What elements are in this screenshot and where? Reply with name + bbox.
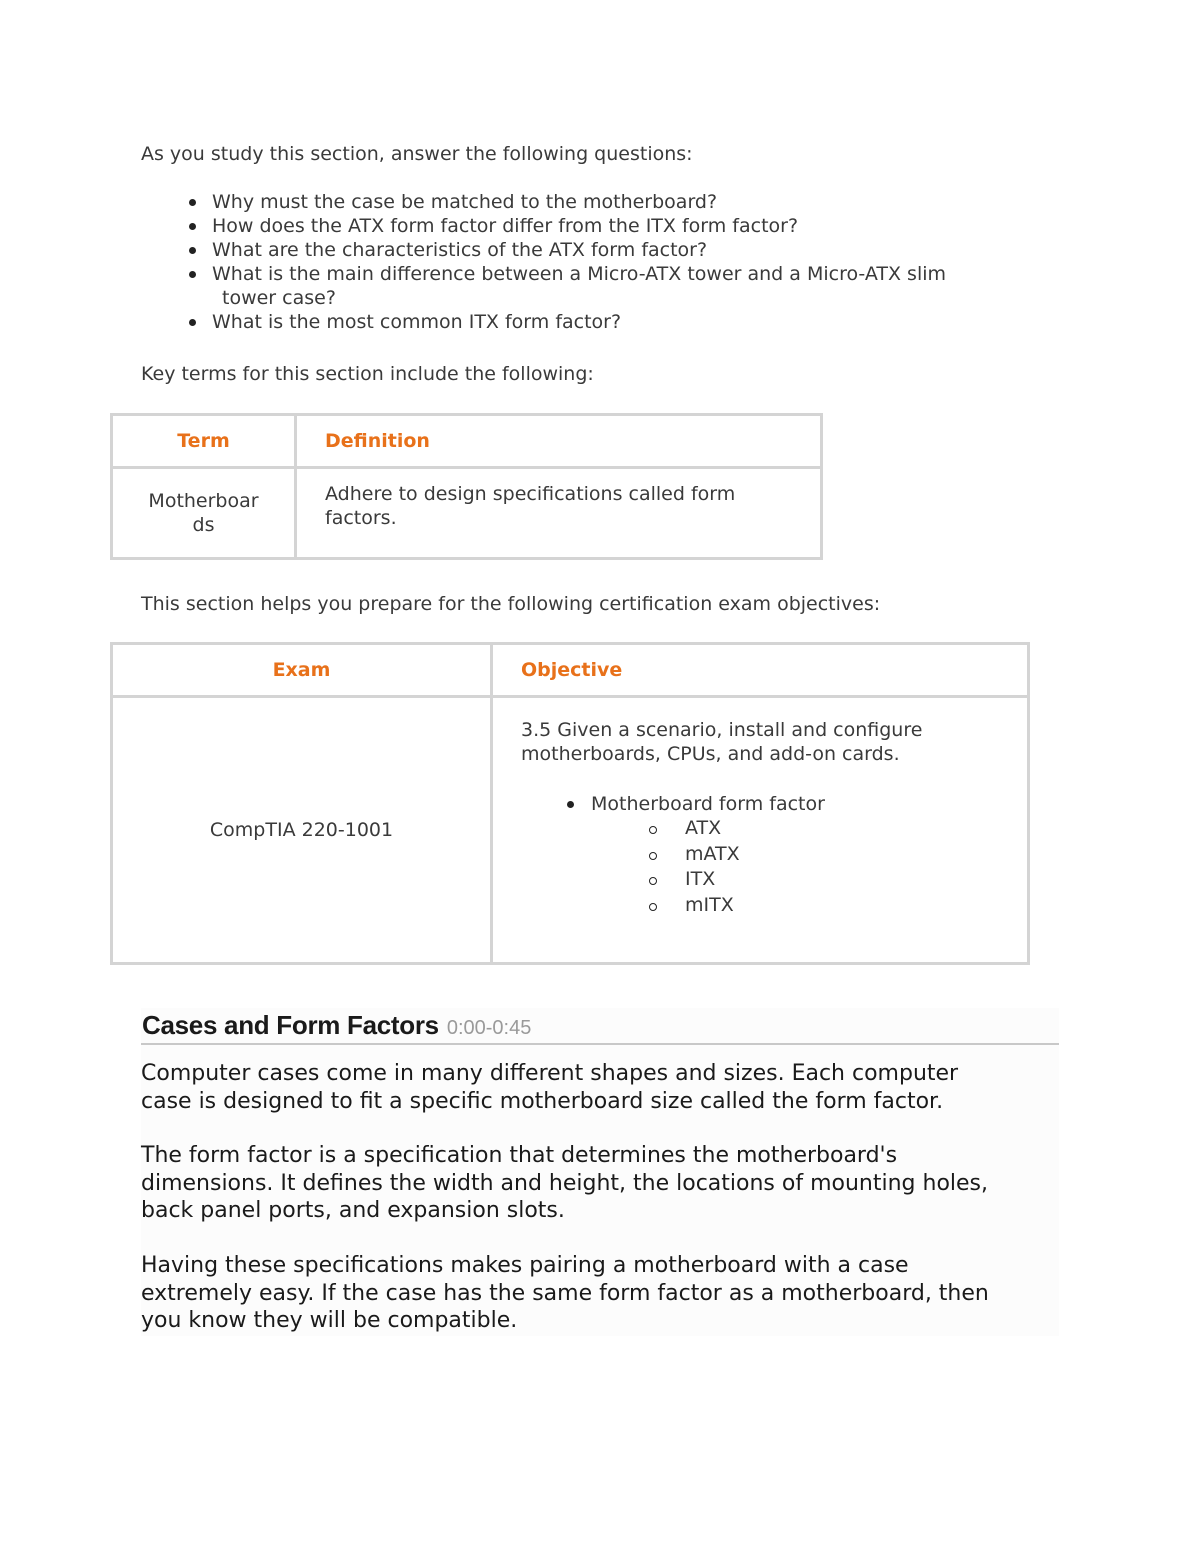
bullet-icon xyxy=(567,801,574,808)
list-item: What is the main difference between a Micro-ATX tower and a Micro-ATX slim tower case? xyxy=(212,262,1022,310)
term-header: Term xyxy=(112,415,296,468)
definition-cell: Adhere to design specifications called form factors. xyxy=(296,468,822,559)
list-item: mITX xyxy=(685,893,1007,919)
key-terms-intro: Key terms for this section include the following: xyxy=(141,363,594,385)
list-item: mATX xyxy=(685,842,1007,868)
section-title: Cases and Form Factors 0:00-0:45 xyxy=(142,1010,532,1040)
form-factor-list xyxy=(591,816,1007,918)
bullet-icon xyxy=(189,223,196,230)
circle-bullet-icon xyxy=(649,852,657,860)
section-header xyxy=(141,1008,1059,1045)
list-item: What is the most common ITX form factor? xyxy=(212,310,1022,334)
objective-sublist xyxy=(521,792,1007,918)
circle-bullet-icon xyxy=(649,826,657,834)
document-body xyxy=(141,140,1061,386)
paragraph: Computer cases come in many different shapes and sizes. Each computer case is designed to fit a specific motherboard size called the form factor. xyxy=(141,1061,959,1114)
section-timestamp: 0:00-0:45 xyxy=(446,1017,532,1039)
paragraph: The form factor is a specification that determines the motherboard's dimensions. It defines the width and height, the locations of mounting holes, back panel ports, and expansion slots. xyxy=(141,1143,988,1223)
list-item: Motherboard form factor ATX mATX ITX mITX xyxy=(591,792,1007,918)
paragraph: Having these specifications makes pairing a motherboard with a case extremely easy. If the case has the same form factor as a motherboard, then you know they will be compatible. xyxy=(141,1253,989,1333)
circle-bullet-icon xyxy=(649,903,657,911)
question-list xyxy=(141,190,1061,334)
bullet-icon xyxy=(189,319,196,326)
table-header-row xyxy=(112,644,1029,697)
table-row xyxy=(112,468,822,559)
term-cell: Motherboar ds xyxy=(112,468,296,559)
table-header-row xyxy=(112,415,822,468)
list-item: ITX xyxy=(685,867,1007,893)
study-intro: As you study this section, answer the following questions: xyxy=(141,143,693,165)
table-row xyxy=(112,697,1029,964)
objective-header: Objective xyxy=(492,644,1029,697)
cases-form-factors-section xyxy=(141,1008,1059,1336)
list-item: Why must the case be matched to the motherboard? xyxy=(212,190,1022,214)
list-item: How does the ATX form factor differ from the ITX form factor? xyxy=(212,214,1022,238)
exam-header: Exam xyxy=(112,644,492,697)
key-terms-table xyxy=(110,413,823,560)
bullet-icon xyxy=(189,271,196,278)
bullet-icon xyxy=(189,199,196,206)
list-item: What are the characteristics of the ATX form factor? xyxy=(212,238,1022,262)
prep-intro: This section helps you prepare for the following certification exam objectives: xyxy=(141,593,881,615)
exam-objectives-table xyxy=(110,642,1030,965)
circle-bullet-icon xyxy=(649,877,657,885)
exam-cell: CompTIA 220-1001 xyxy=(112,697,492,964)
bullet-icon xyxy=(189,247,196,254)
objective-cell: 3.5 Given a scenario, install and configure motherboards, CPUs, and add-on cards. Motherboard form factor ATX mATX ITX mITX xyxy=(492,697,1029,964)
definition-header: Definition xyxy=(296,415,822,468)
list-item: ATX xyxy=(685,816,1007,842)
